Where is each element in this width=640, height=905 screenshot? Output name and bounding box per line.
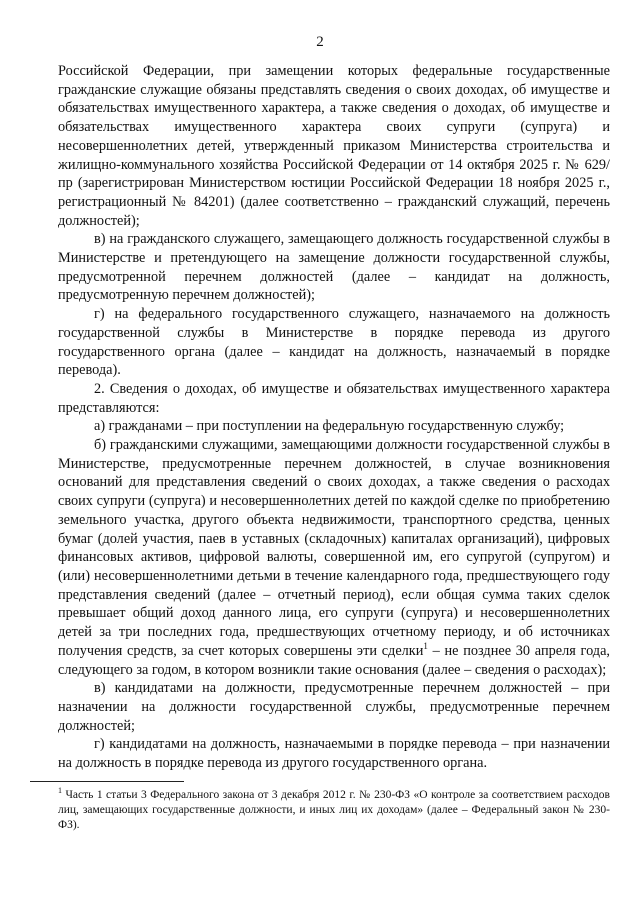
- paragraph-item-a: а) гражданами – при поступлении на федеральную государственную службу;: [94, 418, 565, 435]
- paragraph-section-2: 2. Сведения о доходах, об имуществе и обязательствах имущественного характера представляются:: [58, 380, 610, 416]
- paragraph-item-g: г) на федерального государственного служащего, назначаемого на должность государственной службы в Министерстве в порядке перевода из другого государственного органа (далее – кандидат на должность, назначаемый в порядке перевода).: [58, 306, 610, 379]
- paragraph-item-v: в) на гражданского служащего, замещающего должность государственной службы в Министерстве и претендующего на замещение должности государственной службы, предусмотренной перечнем должностей (далее – кандидат на должность, предусмотренную перечнем должностей);: [58, 231, 610, 304]
- footnote-divider: [30, 781, 184, 782]
- footnote-reference[interactable]: 1: [423, 641, 428, 652]
- paragraph-item-b: [58, 436, 610, 679]
- footnote-text: Часть 1 статьи 3 Федерального закона от 3 декабря 2012 г. № 230-ФЗ «О контроле за соответствием расходов лиц, замещающих государственные должности, и иных лиц их доходам» (далее – Федеральный закон № 230-ФЗ).: [58, 789, 610, 831]
- paragraph-item-v-2: в) кандидатами на должности, предусмотренные перечнем должностей – при назначении на должности государственной службы, предусмотренные перечнем должностей;: [58, 680, 610, 734]
- footnote: [58, 788, 610, 833]
- paragraph-item-b-tail: – не позднее 30 апреля года, следующего за годом, в котором возникли такие основания (далее – сведения о расходах);: [58, 642, 610, 678]
- page-number: 2: [316, 34, 324, 50]
- paragraph-continuation: Российской Федерации, при замещении которых федеральные государственные гражданские служащие обязаны представлять сведения о своих доходах, об имуществе и обязательствах имущественного характера, а также сведения о доходах, об имуществе и обязательствах имущественного характера своих супруги (супруга) и несовершеннолетних детей, утвержденный приказом Министерства строительства и жилищно-коммунального хозяйства Российской Федерации от 14 октября 2025 г. № 629/пр (зарегистрирован Министерством юстиции Российской Федерации 18 ноября 2025 г., регистрационный № 84201) (далее соответственно – гражданский служащий, перечень должностей);: [58, 63, 610, 229]
- paragraph-item-b-text: б) гражданскими служащими, замещающими должности государственной службы в Министерстве, предусмотренные перечнем должностей, в случае возникновения оснований для представления сведений о своих доходах, а также сведения о расходах своих супруги (супруга) и несовершеннолетних детей по каждой сделке по приобретению земельного участка, другого объекта недвижимости, транспортного средства, ценных бумаг (долей участия, паев в уставных (складочных) капиталах организаций), цифровых финансовых активов, цифровой валюты, совершенной им, его супругой (супругом) и (или) несовершеннолетними детьми в течение календарного года, предшествующего году представления сведений (далее – отчетный период), если общая сумма таких сделок превышает общий доход данного лица, его супруги (супруга) и несовершеннолетних детей за три последних года, предшествующих отчетному периоду, и об источниках получения средств, за счет которых совершены эти сделки: [58, 437, 610, 659]
- footnote-marker: 1: [58, 786, 62, 796]
- paragraph-item-g-2: г) кандидатами на должность, назначаемыми в порядке перевода – при назначении на должность в порядке перевода из другого государственного органа.: [58, 736, 610, 772]
- document-body: [58, 62, 610, 773]
